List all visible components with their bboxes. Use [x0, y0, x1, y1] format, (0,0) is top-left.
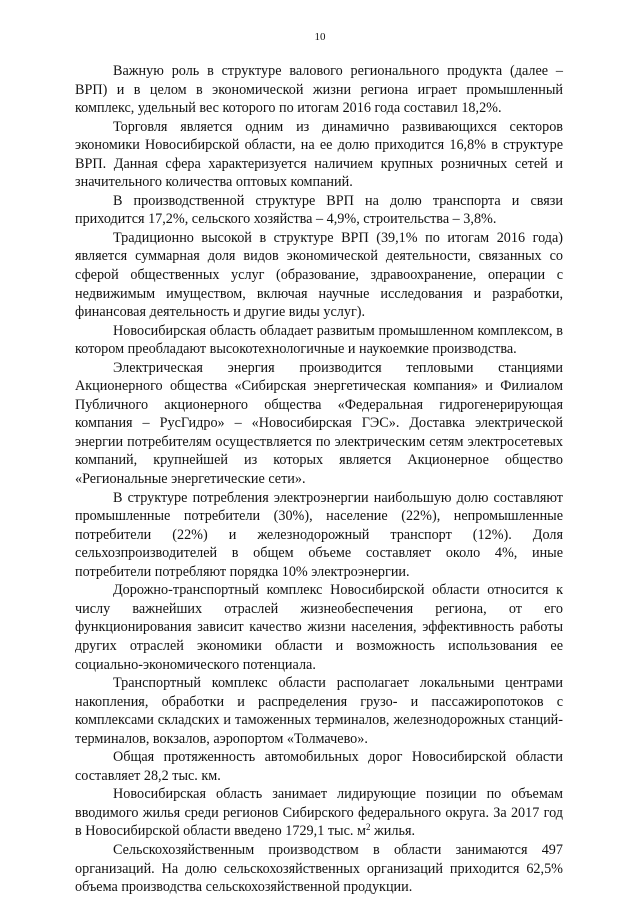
- square-meter-superscript: 2: [365, 822, 371, 833]
- paragraph-trade: Торговля является одним из динамично развивающихся секторов экономики Новосибирской области, на ее долю приходится 16,8% в структуре ВРП. Данная сфера характеризуется наличием крупных розничных сетей и значительного количества оптовых компаний.: [75, 118, 563, 191]
- paragraph-electric-energy: Электрическая энергия производится тепловыми станциями Акционерного общества «Сибирская энергетическая компания» и Филиалом Публичного акционерного общества «Федеральная гидрогенерирующая компания – РусГидро» – «Новосибирская ГЭС». Доставка электрической энергии потребителям осуществляется по электрическим сетям электросетевых компаний, крупнейшей из которых является Акционерное общество «Региональные энергетические сети».: [75, 359, 563, 488]
- paragraph-road-transport: Дорожно-транспортный комплекс Новосибирской области относится к числу важнейших отраслей жизнеобеспечения региона, от его функционирования зависит качество жизни населения, эффективность работы других отраслей экономики области и возможность использования ее социально-экономического потенциала.: [75, 582, 563, 673]
- paragraph-energy-consumption: В структуре потребления электроэнергии наибольшую долю составляют промышленные потребители (30%), население (22%), непромышленные потребители (22%) и железнодорожный транспорт (12%). Доля сельхозпроизводителей в общем объеме составляет около 4%, иные потребители потребляют порядка 10% электроэнергии.: [75, 489, 563, 580]
- housing-text-end: жилья.: [370, 823, 416, 840]
- page-number: 10: [314, 31, 326, 43]
- paragraph-housing: [75, 785, 563, 841]
- document-body: [75, 62, 563, 897]
- paragraph-grp-industry: Важную роль в структуре валового регионального продукта (далее – ВРП) и в целом в экономической жизни региона играет промышленный комплекс, удельный вес которого по итогам 2016 года составил 18,2%.: [75, 63, 563, 117]
- paragraph-industrial-complex: Новосибирская область обладает развитым промышленном комплексом, в котором преобладают высокотехнологичные и наукоемкие производства.: [75, 322, 563, 358]
- paragraph-grp-structure: В производственной структуре ВРП на долю транспорта и связи приходится 17,2%, сельского хозяйства – 4,9%, строительства – 3,8%.: [75, 192, 563, 228]
- paragraph-public-services: Традиционно высокой в структуре ВРП (39,1% по итогам 2016 года) является суммарная доля видов экономической деятельности, связанных со сферой общественных услуг (образование, здравоохранение, операции с недвижимым имуществом, включая научные исследования и разработки, финансовая деятельность и другие виды услуг).: [75, 229, 563, 321]
- paragraph-transport-complex: Транспортный комплекс области располагает локальными центрами накопления, обработки и распределения грузо- и пассажиропотоков с комплексами складских и таможенных терминалов, железнодорожных станций-терминалов, вокзалов, аэропортом «Толмачево».: [75, 675, 563, 747]
- paragraph-road-length: Общая протяженность автомобильных дорог Новосибирской области составляет 28,2 тыс. км.: [75, 749, 563, 784]
- paragraph-agriculture: Сельскохозяйственным производством в области занимаются 497 организаций. На долю сельскохозяйственных организаций приходится 62,5% объема производства сельскохозяйственной продукции.: [75, 841, 563, 896]
- housing-text: Новосибирская область занимает лидирующие позиции по объемам вводимого жилья среди регионов Сибирского федерального округа. За 2017 год в Новосибирской области введено 1729,1 тыс. м: [75, 786, 563, 840]
